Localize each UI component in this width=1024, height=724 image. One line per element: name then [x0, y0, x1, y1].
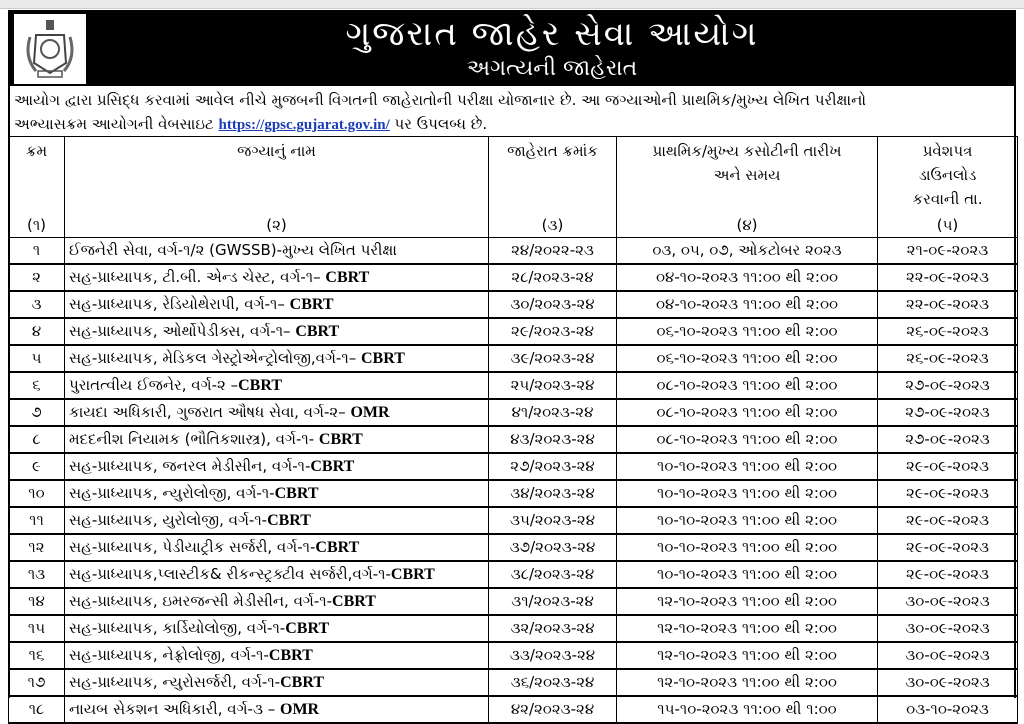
table-row — [9, 345, 1018, 372]
exam-mode: CBRT — [295, 322, 340, 340]
cell-admit-card-date: ૩૦-૦૯-૨૦૨૩ — [878, 588, 1018, 615]
cell-exam-date: ૧૨-૧૦-૨૦૨૩ ૧૧:૦૦ થી ૨:૦૦ — [617, 669, 878, 696]
cell-exam-date: ૦૪-૧૦-૨૦૨૩ ૧૧:૦૦ થી ૨:૦૦ — [617, 291, 878, 318]
cell-post-name — [65, 426, 489, 453]
header-column-number: (૫) — [936, 216, 959, 234]
post-name: સહ-પ્રાધ્યાપક, જનરલ મેડીસીન, વર્ગ-૧- — [69, 456, 311, 475]
cell-post-name — [65, 615, 489, 642]
table-row — [9, 507, 1018, 534]
cell-exam-date: ૦૮-૧૦-૨૦૨૩ ૧૧:૦૦ થી ૨:૦૦ — [617, 399, 878, 426]
exam-mode: CBRT — [274, 484, 319, 502]
table-row — [9, 588, 1018, 615]
cell-serial: ૭ — [9, 399, 65, 426]
table-row — [9, 696, 1018, 723]
cell-advt-no: ૩૧/૨૦૨૩-૨૪ — [489, 588, 617, 615]
cell-admit-card-date: ૨૭-૦૯-૨૦૨૩ — [878, 426, 1018, 453]
cell-post-name — [65, 291, 489, 318]
cell-admit-card-date: ૨૨-૦૯-૨૦૨૩ — [878, 291, 1018, 318]
header-col-exam-date — [617, 137, 878, 238]
cell-post-name — [65, 264, 489, 291]
cell-admit-card-date: ૨૨-૦૯-૨૦૨૩ — [878, 264, 1018, 291]
header-label: ક્રમ — [25, 142, 48, 160]
exam-mode: CBRT — [310, 457, 355, 475]
exam-mode: મુખ્ય લેખિત પરીક્ષા — [282, 241, 397, 260]
header-column-number: (૨) — [266, 216, 287, 234]
cell-advt-no: ૩૨/૨૦૨૩-૨૪ — [489, 615, 617, 642]
exam-mode: CBRT — [285, 619, 330, 637]
cell-exam-date: ૧૦-૧૦-૨૦૨૩ ૧૧:૦૦ થી ૨:૦૦ — [617, 480, 878, 507]
cell-advt-no: ૩૭/૨૦૨૩-૨૪ — [489, 534, 617, 561]
post-name: સહ-પ્રાધ્યાપક, પેડીયાટ્રીક સર્જરી, વર્ગ-૧- — [69, 537, 316, 556]
intro-line-2-suffix: પર ઉપલબ્ધ છે. — [394, 115, 488, 133]
cell-post-name — [65, 480, 489, 507]
gpsc-emblem-logo — [14, 14, 86, 84]
post-name: ઈજનેરી સેવા, વર્ગ-૧/૨ (GWSSB)- — [69, 241, 283, 260]
cell-advt-no: ૨૪/૨૦૨૨-૨૩ — [489, 238, 617, 264]
post-name: સહ-પ્રાધ્યાપક, ટી.બી. એન્ડ ચેસ્ટ, વર્ગ-૧– — [69, 267, 326, 286]
header-col-admit-card-date — [878, 137, 1018, 238]
cell-serial: ૪ — [9, 318, 65, 345]
intro-line-2-prefix: અભ્યાસક્રમ આયોગની વેબસાઇટ — [14, 115, 214, 133]
header-col-post-name — [65, 137, 489, 238]
header-label: જગ્યાનું નામ — [237, 142, 316, 160]
emblem-icon — [18, 17, 82, 81]
cell-exam-date: ૧૫-૧૦-૨૦૨૩ ૧૧:૦૦ થી ૧:૦૦ — [617, 696, 878, 723]
cell-admit-card-date: ૨૧-૦૯-૨૦૨૩ — [878, 238, 1018, 264]
cell-admit-card-date: ૨૭-૦૯-૨૦૨૩ — [878, 372, 1018, 399]
cell-admit-card-date: ૨૬-૦૯-૨૦૨૩ — [878, 345, 1018, 372]
exam-mode: CBRT — [325, 268, 370, 286]
cell-serial: ૧૪ — [9, 588, 65, 615]
cell-advt-no: ૩૩/૨૦૨૩-૨૪ — [489, 642, 617, 669]
cell-exam-date: ૦૬-૧૦-૨૦૨૩ ૧૧:૦૦ થી ૨:૦૦ — [617, 318, 878, 345]
cell-post-name — [65, 669, 489, 696]
cell-serial: ૧ — [9, 238, 65, 264]
post-name: કાયદા અધિકારી, ગુજરાત ઔષધ સેવા, વર્ગ-૨– — [69, 402, 351, 421]
cell-advt-no: ૪૨/૨૦૨૩-૨૪ — [489, 696, 617, 723]
page-subtitle: અગત્યની જાહેરાત — [466, 56, 638, 81]
cell-serial: ૧૦ — [9, 480, 65, 507]
post-name: સહ-પ્રાધ્યાપક, યુરોલોજી, વર્ગ-૧- — [69, 510, 268, 529]
gpsc-website-link[interactable]: https://gpsc.gujarat.gov.in/ — [218, 117, 390, 133]
cell-post-name — [65, 399, 489, 426]
header-label: પ્રાથમિક/મુખ્ય કસોટીની તારીખ — [652, 142, 842, 160]
intro-paragraph — [14, 88, 1014, 137]
post-name: સહ-પ્રાધ્યાપક,પ્લાસ્ટીક& રીકન્સ્ટ્રક્ટીવ સર્જરી,વર્ગ-૧- — [69, 564, 391, 583]
cell-admit-card-date: ૩૦-૦૯-૨૦૨૩ — [878, 642, 1018, 669]
post-name: નાયબ સેકશન અધિકારી, વર્ગ-૩ – — [69, 699, 280, 718]
cell-serial: ૧૬ — [9, 642, 65, 669]
cell-post-name — [65, 345, 489, 372]
header-label: જાહેરાત ક્રમાંક — [507, 142, 598, 160]
exam-mode: CBRT — [390, 565, 435, 583]
cell-serial: ૧૮ — [9, 696, 65, 723]
post-name: સહ-પ્રાધ્યાપક, નેફ્રોલોજી, વર્ગ-૧- — [69, 645, 269, 664]
header-col-advt-no — [489, 137, 617, 238]
cell-serial: ૧૨ — [9, 534, 65, 561]
cell-admit-card-date: ૨૭-૦૯-૨૦૨૩ — [878, 399, 1018, 426]
cell-exam-date: ૦૮-૧૦-૨૦૨૩ ૧૧:૦૦ થી ૨:૦૦ — [617, 426, 878, 453]
cell-admit-card-date: ૨૯-૦૯-૨૦૨૩ — [878, 453, 1018, 480]
exam-mode: CBRT — [360, 349, 405, 367]
post-name: સહ-પ્રાધ્યાપક, રેડિયોથેરાપી, વર્ગ-૧– — [69, 294, 290, 313]
cell-admit-card-date: ૨૯-૦૯-૨૦૨૩ — [878, 534, 1018, 561]
cell-exam-date: ૦૮-૧૦-૨૦૨૩ ૧૧:૦૦ થી ૨:૦૦ — [617, 372, 878, 399]
cell-advt-no: ૪૩/૨૦૨૩-૨૪ — [489, 426, 617, 453]
exam-mode: OMR — [280, 700, 320, 718]
cell-serial: ૧૫ — [9, 615, 65, 642]
cell-advt-no: ૩૬/૨૦૨૩-૨૪ — [489, 669, 617, 696]
exam-mode: CBRT — [280, 673, 324, 691]
cell-advt-no: ૩૦/૨૦૨૩-૨૪ — [489, 291, 617, 318]
header-column-number: (૧) — [26, 216, 47, 234]
cell-advt-no: ૨૮/૨૦૨૩-૨૪ — [489, 264, 617, 291]
cell-exam-date: ૦૩, ૦૫, ૦૭, ઓકટોબર ૨૦૨૩ — [617, 238, 878, 264]
exam-mode: CBRT — [267, 511, 311, 529]
cell-admit-card-date: ૦૩-૧૦-૨૦૨૩ — [878, 696, 1018, 723]
table-row — [9, 534, 1018, 561]
cell-post-name — [65, 642, 489, 669]
cell-post-name — [65, 318, 489, 345]
cell-post-name — [65, 534, 489, 561]
post-name: મદદનીશ નિયામક (ભૌતિકશાસ્ત્ર), વર્ગ-૧- — [69, 429, 319, 448]
table-row — [9, 264, 1018, 291]
cell-advt-no: ૩૫/૨૦૨૩-૨૪ — [489, 507, 617, 534]
cell-advt-no: ૩૮/૨૦૨૩-૨૪ — [489, 561, 617, 588]
exam-mode: CBRT — [315, 538, 360, 556]
post-name: સહ-પ્રાધ્યાપક, ન્યુરોલોજી, વર્ગ-૧- — [69, 483, 275, 502]
cell-serial: ૨ — [9, 264, 65, 291]
header-col-serial — [9, 137, 65, 238]
exam-mode: CBRT — [238, 376, 282, 394]
cell-exam-date: ૧૨-૧૦-૨૦૨૩ ૧૧:૦૦ થી ૨:૦૦ — [617, 642, 878, 669]
exam-mode: CBRT — [318, 430, 363, 448]
cell-post-name — [65, 588, 489, 615]
table-row — [9, 480, 1018, 507]
cell-advt-no: ૨૫/૨૦૨૩-૨૪ — [489, 372, 617, 399]
cell-serial: ૧૩ — [9, 561, 65, 588]
cell-serial: ૮ — [9, 426, 65, 453]
post-name: સહ-પ્રાધ્યાપક, ન્યુરોસર્જરી, વર્ગ-૧- — [69, 672, 281, 691]
cell-post-name — [65, 238, 489, 264]
header-label: ડાઉનલોડ — [918, 166, 977, 184]
table-row — [9, 453, 1018, 480]
cell-exam-date: ૦૪-૧૦-૨૦૨૩ ૧૧:૦૦ થી ૨:૦૦ — [617, 264, 878, 291]
table-row — [9, 615, 1018, 642]
table-row — [9, 426, 1018, 453]
exam-schedule-table — [8, 136, 1018, 724]
cell-post-name — [65, 696, 489, 723]
exam-mode: OMR — [350, 403, 390, 421]
viewer-top-edge — [0, 0, 1024, 9]
header-label: પ્રવેશપત્ર — [922, 142, 973, 160]
header-column-number: (૩) — [541, 216, 564, 234]
cell-advt-no: ૨૯/૨૦૨૩-૨૪ — [489, 318, 617, 345]
cell-admit-card-date: ૨૯-૦૯-૨૦૨૩ — [878, 507, 1018, 534]
cell-exam-date: ૧૦-૧૦-૨૦૨૩ ૧૧:૦૦ થી ૨:૦૦ — [617, 453, 878, 480]
cell-admit-card-date: ૨૯-૦૯-૨૦૨૩ — [878, 480, 1018, 507]
cell-post-name — [65, 507, 489, 534]
header-label: અને સમય — [713, 166, 781, 184]
header-column-number: (૪) — [736, 216, 758, 234]
table-row — [9, 561, 1018, 588]
cell-serial: ૫ — [9, 345, 65, 372]
cell-admit-card-date: ૩૦-૦૯-૨૦૨૩ — [878, 669, 1018, 696]
exam-mode: CBRT — [268, 646, 313, 664]
intro-line-2 — [14, 112, 1014, 137]
cell-advt-no: ૩૯/૨૦૨૩-૨૪ — [489, 345, 617, 372]
cell-advt-no: ૨૭/૨૦૨૩-૨૪ — [489, 453, 617, 480]
cell-serial: ૧૧ — [9, 507, 65, 534]
post-name: સહ-પ્રાધ્યાપક, ઓર્થોપેડીક્સ, વર્ગ-૧– — [69, 321, 296, 340]
cell-serial: ૧૭ — [9, 669, 65, 696]
cell-exam-date: ૦૬-૧૦-૨૦૨૩ ૧૧:૦૦ થી ૨:૦૦ — [617, 345, 878, 372]
post-name: સહ-પ્રાધ્યાપક, મેડિકલ ગેસ્ટ્રોએન્ટ્રોલોજી,વર્ગ-૧– — [69, 348, 361, 367]
post-name: સહ-પ્રાધ્યાપક, કાર્ડિયોલોજી, વર્ગ-૧- — [69, 618, 286, 637]
table-row — [9, 399, 1018, 426]
table-row — [9, 318, 1018, 345]
cell-admit-card-date: ૨૬-૦૯-૨૦૨૩ — [878, 318, 1018, 345]
cell-admit-card-date: ૨૯-૦૯-૨૦૨૩ — [878, 561, 1018, 588]
cell-exam-date: ૧૦-૧૦-૨૦૨૩ ૧૧:૦૦ થી ૨:૦૦ — [617, 534, 878, 561]
table-row — [9, 669, 1018, 696]
page-title: ગુજરાત જાહેર સેવા આયોગ — [345, 14, 759, 54]
post-name: સહ-પ્રાધ્યાપક, ઇમરજન્સી મેડીસીન, વર્ગ-૧- — [69, 591, 333, 610]
exam-mode: CBRT — [332, 592, 376, 610]
cell-serial: ૩ — [9, 291, 65, 318]
cell-exam-date: ૧૨-૧૦-૨૦૨૩ ૧૧:૦૦ થી ૨:૦૦ — [617, 615, 878, 642]
cell-post-name — [65, 561, 489, 588]
cell-serial: ૬ — [9, 372, 65, 399]
header-label: કરવાની તા. — [912, 190, 983, 208]
cell-exam-date: ૧૦-૧૦-૨૦૨૩ ૧૧:૦૦ થી ૨:૦૦ — [617, 561, 878, 588]
cell-advt-no: ૩૪/૨૦૨૩-૨૪ — [489, 480, 617, 507]
table-row — [9, 291, 1018, 318]
intro-line-1: આયોગ દ્વારા પ્રસિદ્ધ કરવામાં આવેલ નીચે મુજબની વિગતની જાહેરાતોની પરીક્ષા યોજાનાર છે. આ જગ્યાઓની પ્રાથમિક/મુખ્ય લેખિત પરીક્ષાનો — [14, 91, 867, 109]
cell-post-name — [65, 372, 489, 399]
cell-serial: ૯ — [9, 453, 65, 480]
cell-post-name — [65, 453, 489, 480]
table-row — [9, 372, 1018, 399]
table-row — [9, 238, 1018, 264]
cell-exam-date: ૧૦-૧૦-૨૦૨૩ ૧૧:૦૦ થી ૨:૦૦ — [617, 507, 878, 534]
post-name: પુરાતત્વીય ઈજનેર, વર્ગ-૨ – — [69, 375, 239, 394]
cell-exam-date: ૧૨-૧૦-૨૦૨૩ ૧૧:૦૦ થી ૨:૦૦ — [617, 588, 878, 615]
exam-mode: CBRT — [289, 295, 334, 313]
table-row — [9, 642, 1018, 669]
cell-admit-card-date: ૩૦-૦૯-૨૦૨૩ — [878, 615, 1018, 642]
cell-advt-no: ૪૧/૨૦૨૩-૨૪ — [489, 399, 617, 426]
